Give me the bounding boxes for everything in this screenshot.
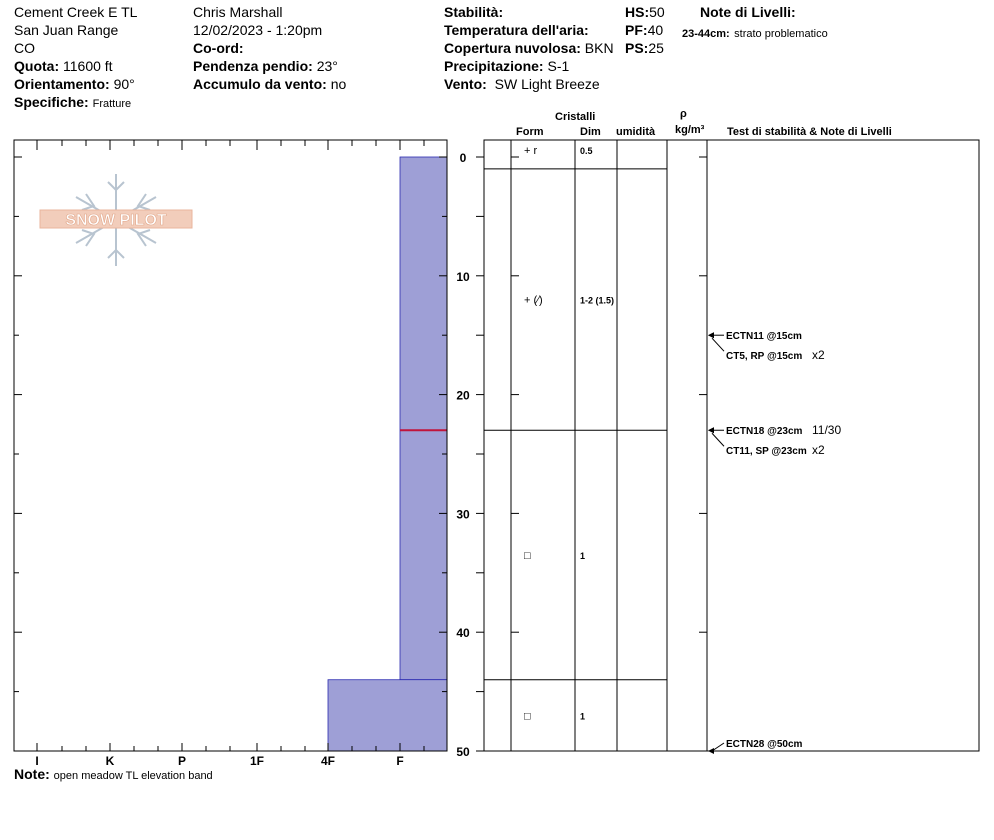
depth-tick-label: 40 bbox=[456, 626, 470, 641]
pf-label: PF: bbox=[625, 22, 648, 38]
precip-value: S-1 bbox=[547, 58, 570, 74]
specifics-value: Fratture bbox=[92, 98, 132, 110]
hardness-tick-label: I bbox=[35, 754, 39, 768]
specifics-label: Specifiche: bbox=[14, 94, 89, 110]
test-arrow-head bbox=[708, 748, 714, 754]
moisture-heading: umidità bbox=[616, 126, 656, 138]
test-label: CT11, SP @23cm bbox=[726, 446, 807, 458]
depth-tick-label: 20 bbox=[456, 388, 470, 403]
test-extra: 11/30 bbox=[812, 423, 842, 438]
cloud-value: BKN bbox=[584, 40, 614, 56]
hardness-bar bbox=[400, 157, 447, 680]
layer-note-range: 23-44cm: bbox=[682, 28, 730, 40]
state: CO bbox=[14, 40, 35, 56]
test-label: ECTN28 @50cm bbox=[726, 739, 803, 750]
wind-label: Vento: bbox=[444, 76, 487, 92]
depth-tick-label: 30 bbox=[456, 507, 470, 522]
layer-form: + r bbox=[524, 145, 538, 157]
elevation-label: Quota: bbox=[14, 58, 60, 74]
test-extra: x2 bbox=[812, 348, 825, 363]
test-label: CT5, RP @15cm bbox=[726, 351, 803, 363]
slope-label: Pendenza pendio: bbox=[193, 58, 313, 74]
observation-datetime: 12/02/2023 - 1:20pm bbox=[193, 22, 323, 38]
mountain-range: San Juan Range bbox=[14, 22, 119, 38]
location-name: Cement Creek E TL bbox=[14, 4, 138, 20]
test-arrow bbox=[712, 338, 724, 351]
wind-value: SW Light Breeze bbox=[494, 76, 600, 92]
layer-size: 1 bbox=[580, 550, 586, 561]
layer-size: 0.5 bbox=[580, 146, 593, 156]
observer-name: Chris Marshall bbox=[193, 4, 283, 20]
hs-value: 50 bbox=[649, 4, 665, 20]
aspect-value: 90° bbox=[113, 76, 135, 92]
air-temp-label: Temperatura dell'aria: bbox=[444, 22, 589, 38]
test-arrow-head bbox=[708, 332, 714, 338]
hs-label: HS: bbox=[625, 4, 650, 20]
depth-tick-label: 0 bbox=[459, 151, 467, 165]
hardness-tick-label: F bbox=[396, 754, 404, 768]
pf-value: 40 bbox=[647, 22, 664, 38]
test-extra: x2 bbox=[812, 443, 825, 458]
layer-notes-label: Note di Livelli: bbox=[700, 4, 796, 20]
hardness-bar bbox=[328, 680, 447, 751]
hardness-tick-label: K bbox=[105, 754, 115, 768]
tests-heading: Test di stabilità & Note di Livelli bbox=[727, 126, 892, 138]
depth-tick-label: 50 bbox=[456, 745, 470, 759]
elevation-value: 11600 ft bbox=[63, 58, 113, 74]
slope-value: 23° bbox=[316, 58, 338, 74]
form-heading: Form bbox=[516, 126, 544, 138]
layer-form: □ bbox=[524, 710, 531, 723]
hardness-frame bbox=[14, 140, 447, 751]
layer-form: + (⁄) bbox=[524, 294, 543, 307]
cloud-label: Copertura nuvolosa: bbox=[444, 40, 581, 56]
layer-note-text: strato problematico bbox=[734, 28, 828, 40]
layer-form: □ bbox=[524, 549, 531, 562]
test-arrow-head bbox=[708, 427, 714, 433]
aspect-label: Orientamento: bbox=[14, 76, 110, 92]
test-arrow bbox=[712, 433, 724, 446]
layer-size: 1 bbox=[580, 711, 586, 722]
test-label: ECTN18 @23cm bbox=[726, 426, 803, 438]
logo-text: SNOW PILOT bbox=[65, 212, 167, 229]
crystals-heading: Cristalli bbox=[555, 111, 596, 123]
stability-label: Stabilità: bbox=[444, 4, 504, 20]
layer-size: 1-2 (1.5) bbox=[580, 295, 615, 306]
ps-value: 25 bbox=[648, 40, 664, 56]
wind-loading-label: Accumulo da vento: bbox=[193, 76, 327, 92]
rho-heading: ρ bbox=[680, 108, 687, 120]
hardness-tick-label: P bbox=[177, 754, 187, 768]
wind-loading-value: no bbox=[330, 76, 347, 92]
size-heading: Dim bbox=[580, 126, 601, 138]
precip-label: Precipitazione: bbox=[444, 58, 544, 74]
note-text: open meadow TL elevation band bbox=[53, 770, 213, 782]
hardness-tick-label: 4F bbox=[320, 754, 336, 768]
note-label: Note: bbox=[14, 766, 50, 782]
depth-tick-label: 10 bbox=[456, 269, 470, 284]
test-label: ECTN11 @15cm bbox=[726, 331, 802, 343]
ps-label: PS: bbox=[625, 40, 649, 56]
hardness-tick-label: 1F bbox=[249, 754, 265, 768]
density-unit-heading: kg/m³ bbox=[675, 124, 705, 136]
coords-label: Co-ord: bbox=[193, 40, 244, 56]
note-row bbox=[14, 766, 213, 782]
